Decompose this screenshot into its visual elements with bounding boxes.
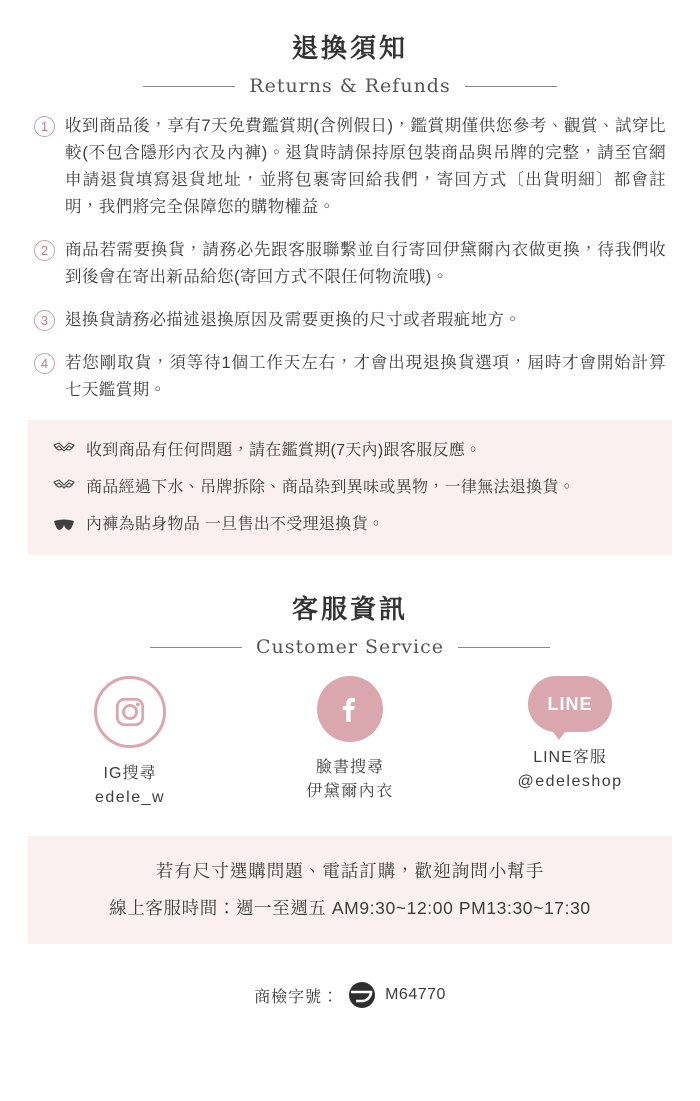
social-label: 臉書搜尋 <box>315 759 384 776</box>
list-item <box>34 307 666 334</box>
warning-panel <box>28 420 672 555</box>
social-handle: 伊黛爾內衣 <box>306 783 394 800</box>
notice-line-2: 線上客服時間：週一至週五 AM9:30~12:00 PM13:30~17:30 <box>109 898 591 918</box>
line-label: LINE <box>547 693 593 714</box>
certification-row <box>28 980 672 1010</box>
cert-label: 商檢字號： <box>254 988 340 1006</box>
returns-notes-list <box>28 113 672 404</box>
warning-text: 商品經過下水、吊牌拆除、商品染到異味或異物，一律無法退換貨。 <box>86 479 576 496</box>
bra-icon <box>52 477 76 499</box>
note-number-badge: 1 <box>34 116 55 137</box>
social-line[interactable] <box>495 676 645 810</box>
list-item <box>34 113 666 221</box>
warning-text: 收到商品有任何問題，請在鑑賞期(7天內)跟客服反應。 <box>86 442 482 459</box>
service-subtitle-row <box>28 636 672 658</box>
note-text: 若您剛取貨，須等待1個工作天左右，才會出現退換貨選項，屆時才會開始計算七天鑑賞期。 <box>65 354 666 399</box>
notice-line-1: 若有尺寸選購問題、電話訂購，歡迎詢問小幫手 <box>155 861 545 881</box>
panty-icon <box>52 514 76 536</box>
social-label: IG搜尋 <box>103 765 157 782</box>
social-handle: edele_w <box>94 789 166 806</box>
social-instagram[interactable] <box>55 676 205 810</box>
list-item <box>34 237 666 291</box>
facebook-icon[interactable] <box>317 676 383 742</box>
note-text: 退換貨請務必描述退換原因及需要更換的尺寸或者瑕疵地方。 <box>65 311 522 329</box>
warning-item <box>52 438 648 463</box>
list-item <box>34 350 666 404</box>
social-label: LINE客服 <box>533 749 607 766</box>
cert-code: M64770 <box>385 986 446 1003</box>
rule-right <box>465 86 557 87</box>
bsmi-mark-icon <box>347 980 377 1010</box>
note-number-badge: 4 <box>34 353 55 374</box>
social-facebook[interactable] <box>275 676 425 810</box>
service-hours-panel <box>28 836 672 944</box>
note-text: 商品若需要換貨，請務必先跟客服聯繫並自行寄回伊黛爾內衣做更換，待我們收到後會在寄出新品給您(寄回方式不限任何物流哦)。 <box>65 241 666 286</box>
warning-text: 內褲為貼身物品 一旦售出不受理退換貨。 <box>86 516 385 533</box>
instagram-icon[interactable] <box>94 676 166 748</box>
rule-right <box>458 647 550 648</box>
social-handle: @edeleshop <box>517 773 623 790</box>
rule-left <box>143 86 235 87</box>
rule-left <box>150 647 242 648</box>
service-subtitle-en: Customer Service <box>255 636 445 658</box>
service-title: 客服資訊 <box>291 594 408 624</box>
note-number-badge: 3 <box>34 310 55 331</box>
returns-subtitle-row <box>28 75 672 97</box>
note-text: 收到商品後，享有7天免費鑑賞期(含例假日)，鑑賞期僅供您參考、觀賞、試穿比較(不包含隱形內衣及內褲)。退貨時請保持原包裝商品與吊牌的完整，請至官網申請退貨填寫退貨地址，並將包裹寄回給我們，寄回方式〔出貨明細〕都會註明，我們將完全保障您的購物權益。 <box>65 117 666 216</box>
page-title: 退換須知 <box>291 33 408 63</box>
note-number-badge: 2 <box>34 240 55 261</box>
warning-item <box>52 512 648 537</box>
bra-icon <box>52 440 76 462</box>
line-icon[interactable] <box>528 676 612 732</box>
social-links <box>28 676 672 810</box>
returns-subtitle-en: Returns & Refunds <box>249 75 451 97</box>
warning-item <box>52 475 648 500</box>
